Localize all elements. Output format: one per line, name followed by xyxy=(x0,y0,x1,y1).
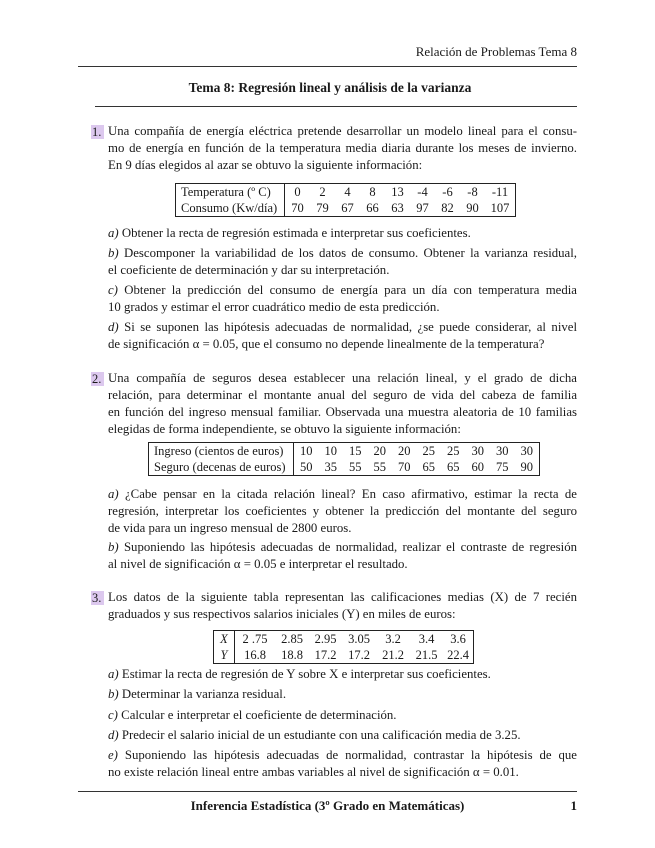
footer-rule xyxy=(78,791,577,792)
problem-3-data-table xyxy=(213,630,474,664)
table-cell: 107 xyxy=(490,201,510,215)
table-cell: 65 xyxy=(447,460,460,474)
table-cell: 79 xyxy=(316,201,329,215)
item-line: de vida para un ingreso mensual de 2800 euros. xyxy=(108,521,352,535)
statement-line: Los datos de la siguiente tabla representan las calificaciones medias (X) de 7 recién xyxy=(108,590,577,604)
table-cell: 22.4 xyxy=(447,648,469,662)
item-line: no existe relación lineal entre ambas variables al nivel de significación α = 0.01. xyxy=(108,765,519,779)
table-cell: 8 xyxy=(369,185,376,199)
table-cell: 4 xyxy=(344,185,351,199)
problem-3-item-c xyxy=(108,707,577,724)
item-line: al nivel de significación α = 0.05 e interpretar el resultado. xyxy=(108,557,408,571)
problem-number: 1. xyxy=(91,125,104,139)
item-text: Si se suponen las hipótesis adecuadas de normalidad, ¿se puede considerar, al nivel xyxy=(124,320,577,334)
table-cell: 90 xyxy=(520,460,533,474)
table-cell: 3.2 xyxy=(385,632,401,646)
item-label: a) xyxy=(108,487,119,501)
table-cell: 97 xyxy=(416,201,429,215)
table-cell: 67 xyxy=(341,201,354,215)
table-cell: -6 xyxy=(442,185,453,199)
table-cell: 18.8 xyxy=(281,648,303,662)
table-cell: 20 xyxy=(398,444,411,458)
problem-1-item-a xyxy=(108,225,577,242)
table-cell: 70 xyxy=(291,201,304,215)
table-cell: -8 xyxy=(467,185,478,199)
item-text: Suponiendo las hipótesis adecuadas de normalidad, contrastar la hipótesis de que xyxy=(124,748,577,762)
problem-2-statement xyxy=(108,370,577,438)
table-cell: -11 xyxy=(491,185,509,199)
table-cell: 90 xyxy=(466,201,479,215)
problem-2-item-b xyxy=(108,539,577,573)
problem-2-item-a xyxy=(108,486,577,537)
statement-line: relación, para determinar el montante anual del seguro de vida del cabeza de familia xyxy=(108,388,577,402)
header-rule xyxy=(78,66,577,67)
table-cell: 2.85 xyxy=(281,632,303,646)
item-line xyxy=(108,282,577,299)
item-text: Suponiendo las hipótesis adecuadas de normalidad, realizar el contraste de regresión xyxy=(123,540,577,554)
table-cell: 55 xyxy=(349,460,362,474)
problem-3-item-b xyxy=(108,686,577,703)
table-cell: 25 xyxy=(422,444,435,458)
table-row xyxy=(176,200,516,217)
problem-1-item-d xyxy=(108,319,577,353)
problem-1-statement xyxy=(108,123,577,174)
table-cell: 0 xyxy=(294,185,301,199)
problem-3-statement xyxy=(108,589,577,623)
table-cell: 16.8 xyxy=(244,648,266,662)
item-line xyxy=(108,539,577,556)
table-cell: 35 xyxy=(324,460,337,474)
table-row xyxy=(214,647,474,664)
item-text: Obtener la recta de regresión estimada e interpretar sus coeficientes. xyxy=(121,226,471,240)
item-text: Descomponer la variabilidad de los datos de consumo. Obtener la varianza residual, xyxy=(124,246,577,260)
item-text: Determinar la varianza residual. xyxy=(121,687,287,701)
item-line: regresión, interpretar los coeficientes y obtener la predicción del montante del seguro xyxy=(108,504,577,518)
table-cell: 3.4 xyxy=(418,632,435,646)
row-label: Consumo (Kw/día) xyxy=(176,200,285,217)
table-cell: 2 xyxy=(319,185,326,199)
table-cell: 21.2 xyxy=(382,648,404,662)
item-label: e) xyxy=(108,748,118,762)
table-row xyxy=(149,459,540,476)
item-text: Calcular e interpretar el coeficiente de determinación. xyxy=(121,708,397,722)
item-line xyxy=(108,707,577,724)
item-label: a) xyxy=(108,226,119,240)
table-row xyxy=(149,443,540,460)
item-text: Obtener la predicción del consumo de energía para un día con temperatura media xyxy=(124,283,577,297)
table-cell: 82 xyxy=(441,201,454,215)
table-cell: 2.95 xyxy=(314,632,337,646)
item-text: Estimar la recta de regresión de Y sobre X e interpretar sus coeficientes. xyxy=(121,667,491,681)
statement-line: En 9 días elegidos al azar se obtuvo la siguiente información: xyxy=(108,158,423,172)
table-body xyxy=(214,631,474,664)
problem-number: 3. xyxy=(91,591,104,605)
item-line xyxy=(108,225,577,242)
page-number: 1 xyxy=(570,798,577,813)
table-cell: 10 xyxy=(300,444,313,458)
item-line xyxy=(108,486,577,503)
row-label: Y xyxy=(214,647,235,664)
table-cell: 3.6 xyxy=(450,632,466,646)
item-label: c) xyxy=(108,283,118,297)
problem-3-item-e xyxy=(108,747,577,781)
item-text: ¿Cabe pensar en la citada relación lineal? En caso afirmativo, estimar la recta de xyxy=(125,487,577,501)
table-cell: 17.2 xyxy=(348,648,370,662)
table-cell: 20 xyxy=(373,444,386,458)
title-rule xyxy=(95,106,577,107)
problem-3-item-a xyxy=(108,666,577,683)
footer-course-title: Inferencia Estadística (3º Grado en Matemáticas) xyxy=(190,798,465,813)
item-line xyxy=(108,245,577,262)
table-cell: 25 xyxy=(447,444,460,458)
row-label: Seguro (decenas de euros) xyxy=(149,459,294,476)
table-cell: -4 xyxy=(417,185,428,199)
problem-1-item-b xyxy=(108,245,577,279)
item-text: Predecir el salario inicial de un estudiante con una calificación media de 3.25. xyxy=(121,728,521,742)
table-cell: 15 xyxy=(349,444,362,458)
row-label: X xyxy=(214,631,235,648)
item-line: el coeficiente de determinación y dar su interpretación. xyxy=(108,263,390,277)
page-title: Tema 8: Regresión lineal y análisis de la varianza xyxy=(188,80,472,95)
statement-line: Una compañía de seguros desea establecer una relación lineal, y el grado de dicha xyxy=(108,371,577,385)
table-cell: 30 xyxy=(520,444,533,458)
table-cell: 17.2 xyxy=(314,648,337,662)
table-cell: 21.5 xyxy=(415,648,438,662)
item-label: c) xyxy=(108,708,118,722)
item-label: d) xyxy=(108,320,119,334)
table-row xyxy=(176,184,516,201)
table-cell: 66 xyxy=(366,201,379,215)
statement-line: mo de energía en función de la temperatura media diaria durante los meses de invierno. xyxy=(108,141,577,155)
table-cell: 70 xyxy=(398,460,411,474)
problem-1-data-table xyxy=(175,183,516,217)
problem-3-item-d xyxy=(108,727,577,744)
table-cell: 13 xyxy=(391,185,404,199)
table-cell: 55 xyxy=(373,460,386,474)
table-cell: 50 xyxy=(300,460,313,474)
table-body xyxy=(176,184,516,217)
table-cell: 2 .75 xyxy=(242,632,268,646)
table-cell: 75 xyxy=(496,460,509,474)
table-cell: 30 xyxy=(496,444,509,458)
problem-number: 2. xyxy=(91,372,104,386)
statement-line: Una compañía de energía eléctrica pretende desarrollar un modelo lineal para el consu- xyxy=(108,124,577,138)
statement-line: graduados y sus respectivos salarios iniciales (Y) en miles de euros: xyxy=(108,607,456,621)
row-label: Temperatura (º C) xyxy=(176,184,285,201)
item-label: d) xyxy=(108,728,119,742)
item-line: 10 grados y estimar el error cuadrático medio de esta predicción. xyxy=(108,300,440,314)
item-label: a) xyxy=(108,667,119,681)
table-body xyxy=(149,443,540,476)
item-label: b) xyxy=(108,246,119,260)
running-header: Relación de Problemas Tema 8 xyxy=(415,44,577,59)
item-line: de significación α = 0.05, que el consumo no depende linealmente de la temperatura? xyxy=(108,337,545,351)
table-cell: 30 xyxy=(471,444,484,458)
item-line xyxy=(108,747,577,764)
item-line xyxy=(108,666,577,683)
item-line xyxy=(108,319,577,336)
table-cell: 63 xyxy=(391,201,404,215)
item-line xyxy=(108,686,577,703)
table-cell: 60 xyxy=(471,460,484,474)
statement-line: elegidas de forma independiente, se obtuvo la siguiente información: xyxy=(108,422,461,436)
item-line xyxy=(108,727,577,744)
table-cell: 65 xyxy=(422,460,435,474)
table-row xyxy=(214,631,474,648)
table-cell: 10 xyxy=(324,444,337,458)
problem-1-item-c xyxy=(108,282,577,316)
item-label: b) xyxy=(108,687,119,701)
item-label: b) xyxy=(108,540,119,554)
table-cell: 3.05 xyxy=(348,632,370,646)
problem-2-data-table xyxy=(148,442,540,476)
statement-line: en función del ingreso mensual familiar. Observada una muestra aleatoria de 10 familias xyxy=(108,405,577,419)
row-label: Ingreso (cientos de euros) xyxy=(149,443,294,460)
